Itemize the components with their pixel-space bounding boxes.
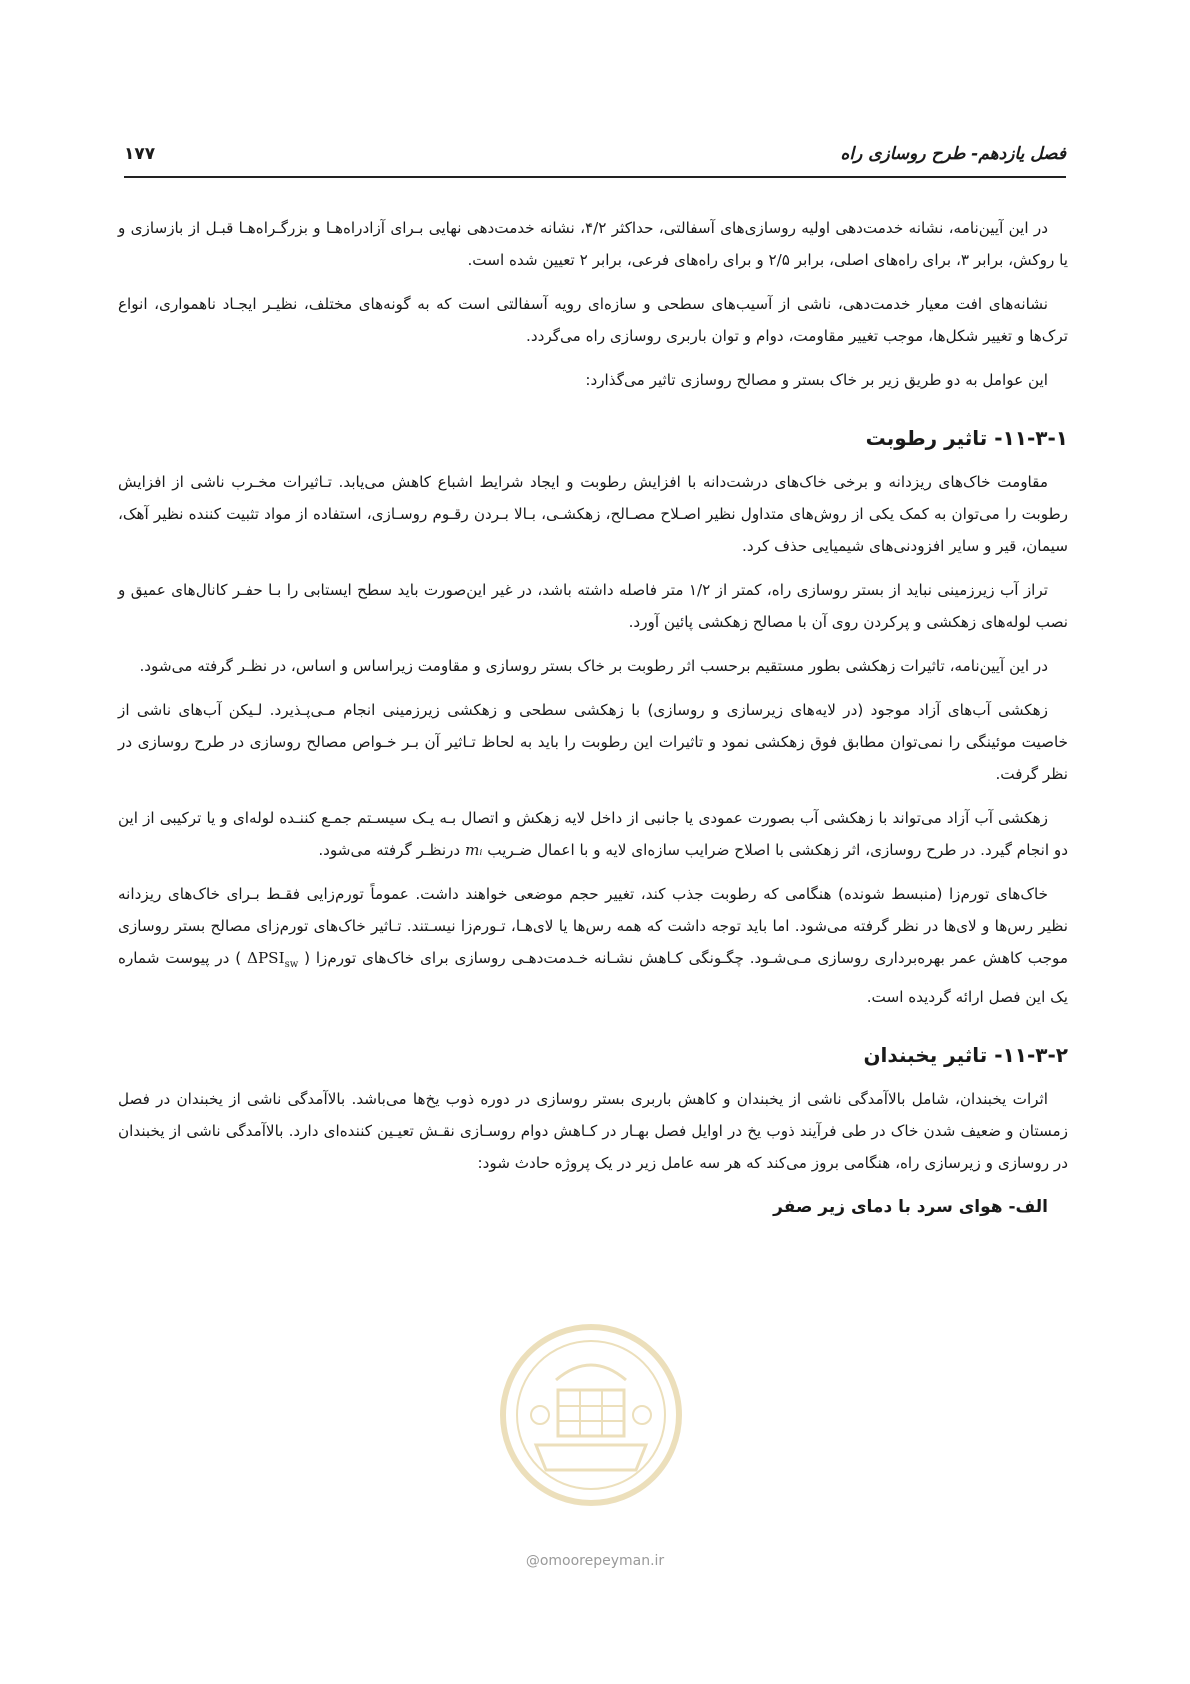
drainage-coefficient-symbol: mᵢ — [464, 841, 483, 859]
text-run: زهکشی آب آزاد می‌تواند با زهکشی آب بصورت عمودی یا جانبی از داخل لایه زهکش و اتصال بـه یـک سیسـتم جمـع کننـده لوله‌ای و یا ترکیبی از این دو انجام گیرد. در طرح روسازی، اثر زهکشی با اصلاح ضرایب سازه‌ای لایه و با اعمال ضـریب — [118, 809, 1068, 859]
page-body — [118, 212, 1068, 1223]
text-run: خاک‌های تورم‌زا (منبسط شونده) هنگامی که رطوبت جذب کند، تغییر حجم موضعی خواهند داشت. عموماً تورم‌زایی فقـط بـرای خاک‌های ریزدانه نظیر رس‌ها و لای‌ها در نظر گرفته می‌شود. اما باید توجه داشت که همه رس‌ها یا لای‌هـا، تـورم‌زا نیسـتند. تـاثیر خاک‌های تورم‌زای مصالح بستر روسازی موجب کاهش عمر بهره‌برداری روسازی مـی‌شـود. چگـونگی کـاهش نشـانه خـدمت‌دهـی روسازی برای خاک‌های تورم‌زا ( — [118, 885, 1068, 967]
watermark-site: @omoorepeyman.ir — [525, 1553, 665, 1569]
delta-psi-subscript: sw — [284, 959, 299, 971]
paragraph-moisture-strength: مقاومت خاک‌های ریزدانه و برخی خاک‌های درشت‌دانه با افزایش رطوبت و ایجاد شرایط اشباع کاهش می‌یابد. تـاثیرات مخـرب ناشی از افزایش رطوبت را می‌توان به کمک یکی از روش‌های متداول نظیر اصـلاح مصـالح، زهکشـی، بـالا بـردن رقـوم روسـازی، استفاده از مواد تثبیت کننده نظیر آهک، سیمان، قیر و سایر افزودنی‌های شیمیایی حذف کرد. — [118, 473, 1068, 555]
paragraph-serviceability-index: در این آیین‌نامه، نشانه خدمت‌دهی اولیه روسازی‌های آسفالتی، حداکثر ۴/۲، نشانه خدمت‌دهی نهایی بـرای آزادراه‌هـا و بزرگـراه‌هـا قبـل از بازسازی و یا روکش، برابر ۳، برای راه‌های اصلی، برابر ۲/۵ و برای راه‌های فرعی، برابر ۲ تعیین شده است. — [118, 219, 1068, 269]
section-heading-moisture: ۱۱-۳-۱- تاثیر رطوبت — [865, 426, 1068, 450]
text-run: ) در پیوست شماره یک این فصل ارائه گردیده است. — [118, 949, 1068, 1007]
paragraph-frost-effects: اثرات یخبندان، شامل بالاآمدگی ناشی از یخبندان و کاهش باربری بستر روسازی در دوره ذوب یخ‌ها می‌باشد. بالاآمدگی ناشی از یخبندان در فصل زمستان و ضعیف شدن خاک در طی فرآیند ذوب یخ در اوایل فصل بهـار در کـاهش دوام روسـازی نقـش تعیـین کننده‌ای دارد. بالاآمدگی ناشی از یخبندان در روسازی و زیرسازی راه، هنگامی بروز می‌کند که هر سه عامل زیر در یک پروژه حادث شود: — [118, 1090, 1068, 1173]
section-heading-frost: ۱۱-۳-۲- تاثیر یخبندان — [863, 1043, 1068, 1068]
paragraph-drainage-coefficient — [118, 802, 1068, 866]
list-item-cold-weather: الف- هوای سرد با دمای زیر صفر — [773, 1197, 1048, 1218]
text-run: درنظـر گرفته می‌شود. — [318, 841, 465, 859]
paragraph-serviceability-loss: نشانه‌های افت معیار خدمت‌دهی، ناشی از آسیب‌های سطحی و سازه‌ای رویه آسفالتی است که به گونه‌های مختلف، نظیـر ایجـاد ناهمواری، انواع ترک‌ها و تغییر شکل‌ها، موجب تغییر مقاومت، دوام و توان باربری روسازی راه می‌گردد. — [118, 295, 1068, 345]
page-number: ۱۷۷ — [124, 144, 156, 164]
chapter-title: فصل یازدهم- طرح روسازی راه — [840, 144, 1066, 164]
logo-seal-icon — [496, 1320, 686, 1510]
delta-psi-symbol — [246, 949, 299, 971]
paragraph-factors-intro: این عوامل به دو طریق زیر بر خاک بستر و مصالح روسازی تاثیر می‌گذارد: — [585, 371, 1048, 389]
paragraph-groundwater-level: تراز آب زیرزمینی نباید از بستر روسازی راه، کمتر از ۱/۲ متر فاصله داشته باشد، در غیر این‌صورت باید سطح ایستابی را بـا حفـر کانال‌های عمیق و نصب لوله‌های زهکشی و پرکردن روی آن با مصالح زهکشی پائین آورد. — [118, 581, 1068, 631]
paragraph-swelling-soils — [118, 878, 1068, 1013]
delta-psi-main: ΔPSI — [246, 949, 285, 967]
page-header — [124, 142, 1066, 178]
paragraph-free-water-drainage: زهکشی آب‌های آزاد موجود (در لایه‌های زیرسازی و روسازی) با زهکشی سطحی و زهکشی زیرزمینی انجام مـی‌پـذیرد. لـیکن آب‌های ناشی از خاصیت موئینگی را نمی‌توان مطابق فوق زهکشی نمود و تاثیرات این رطوبت را باید به لحاظ تـاثیر آن بـر خـواص مصالح روسازی در طرح روسازی در نظر گرفت. — [118, 701, 1068, 783]
paragraph-drainage-effects: در این آیین‌نامه، تاثیرات زهکشی بطور مستقیم برحسب اثر رطوبت بر خاک بستر روسازی و مقاومت زیراساس و اساس، در نظـر گرفته می‌شود. — [139, 657, 1048, 675]
